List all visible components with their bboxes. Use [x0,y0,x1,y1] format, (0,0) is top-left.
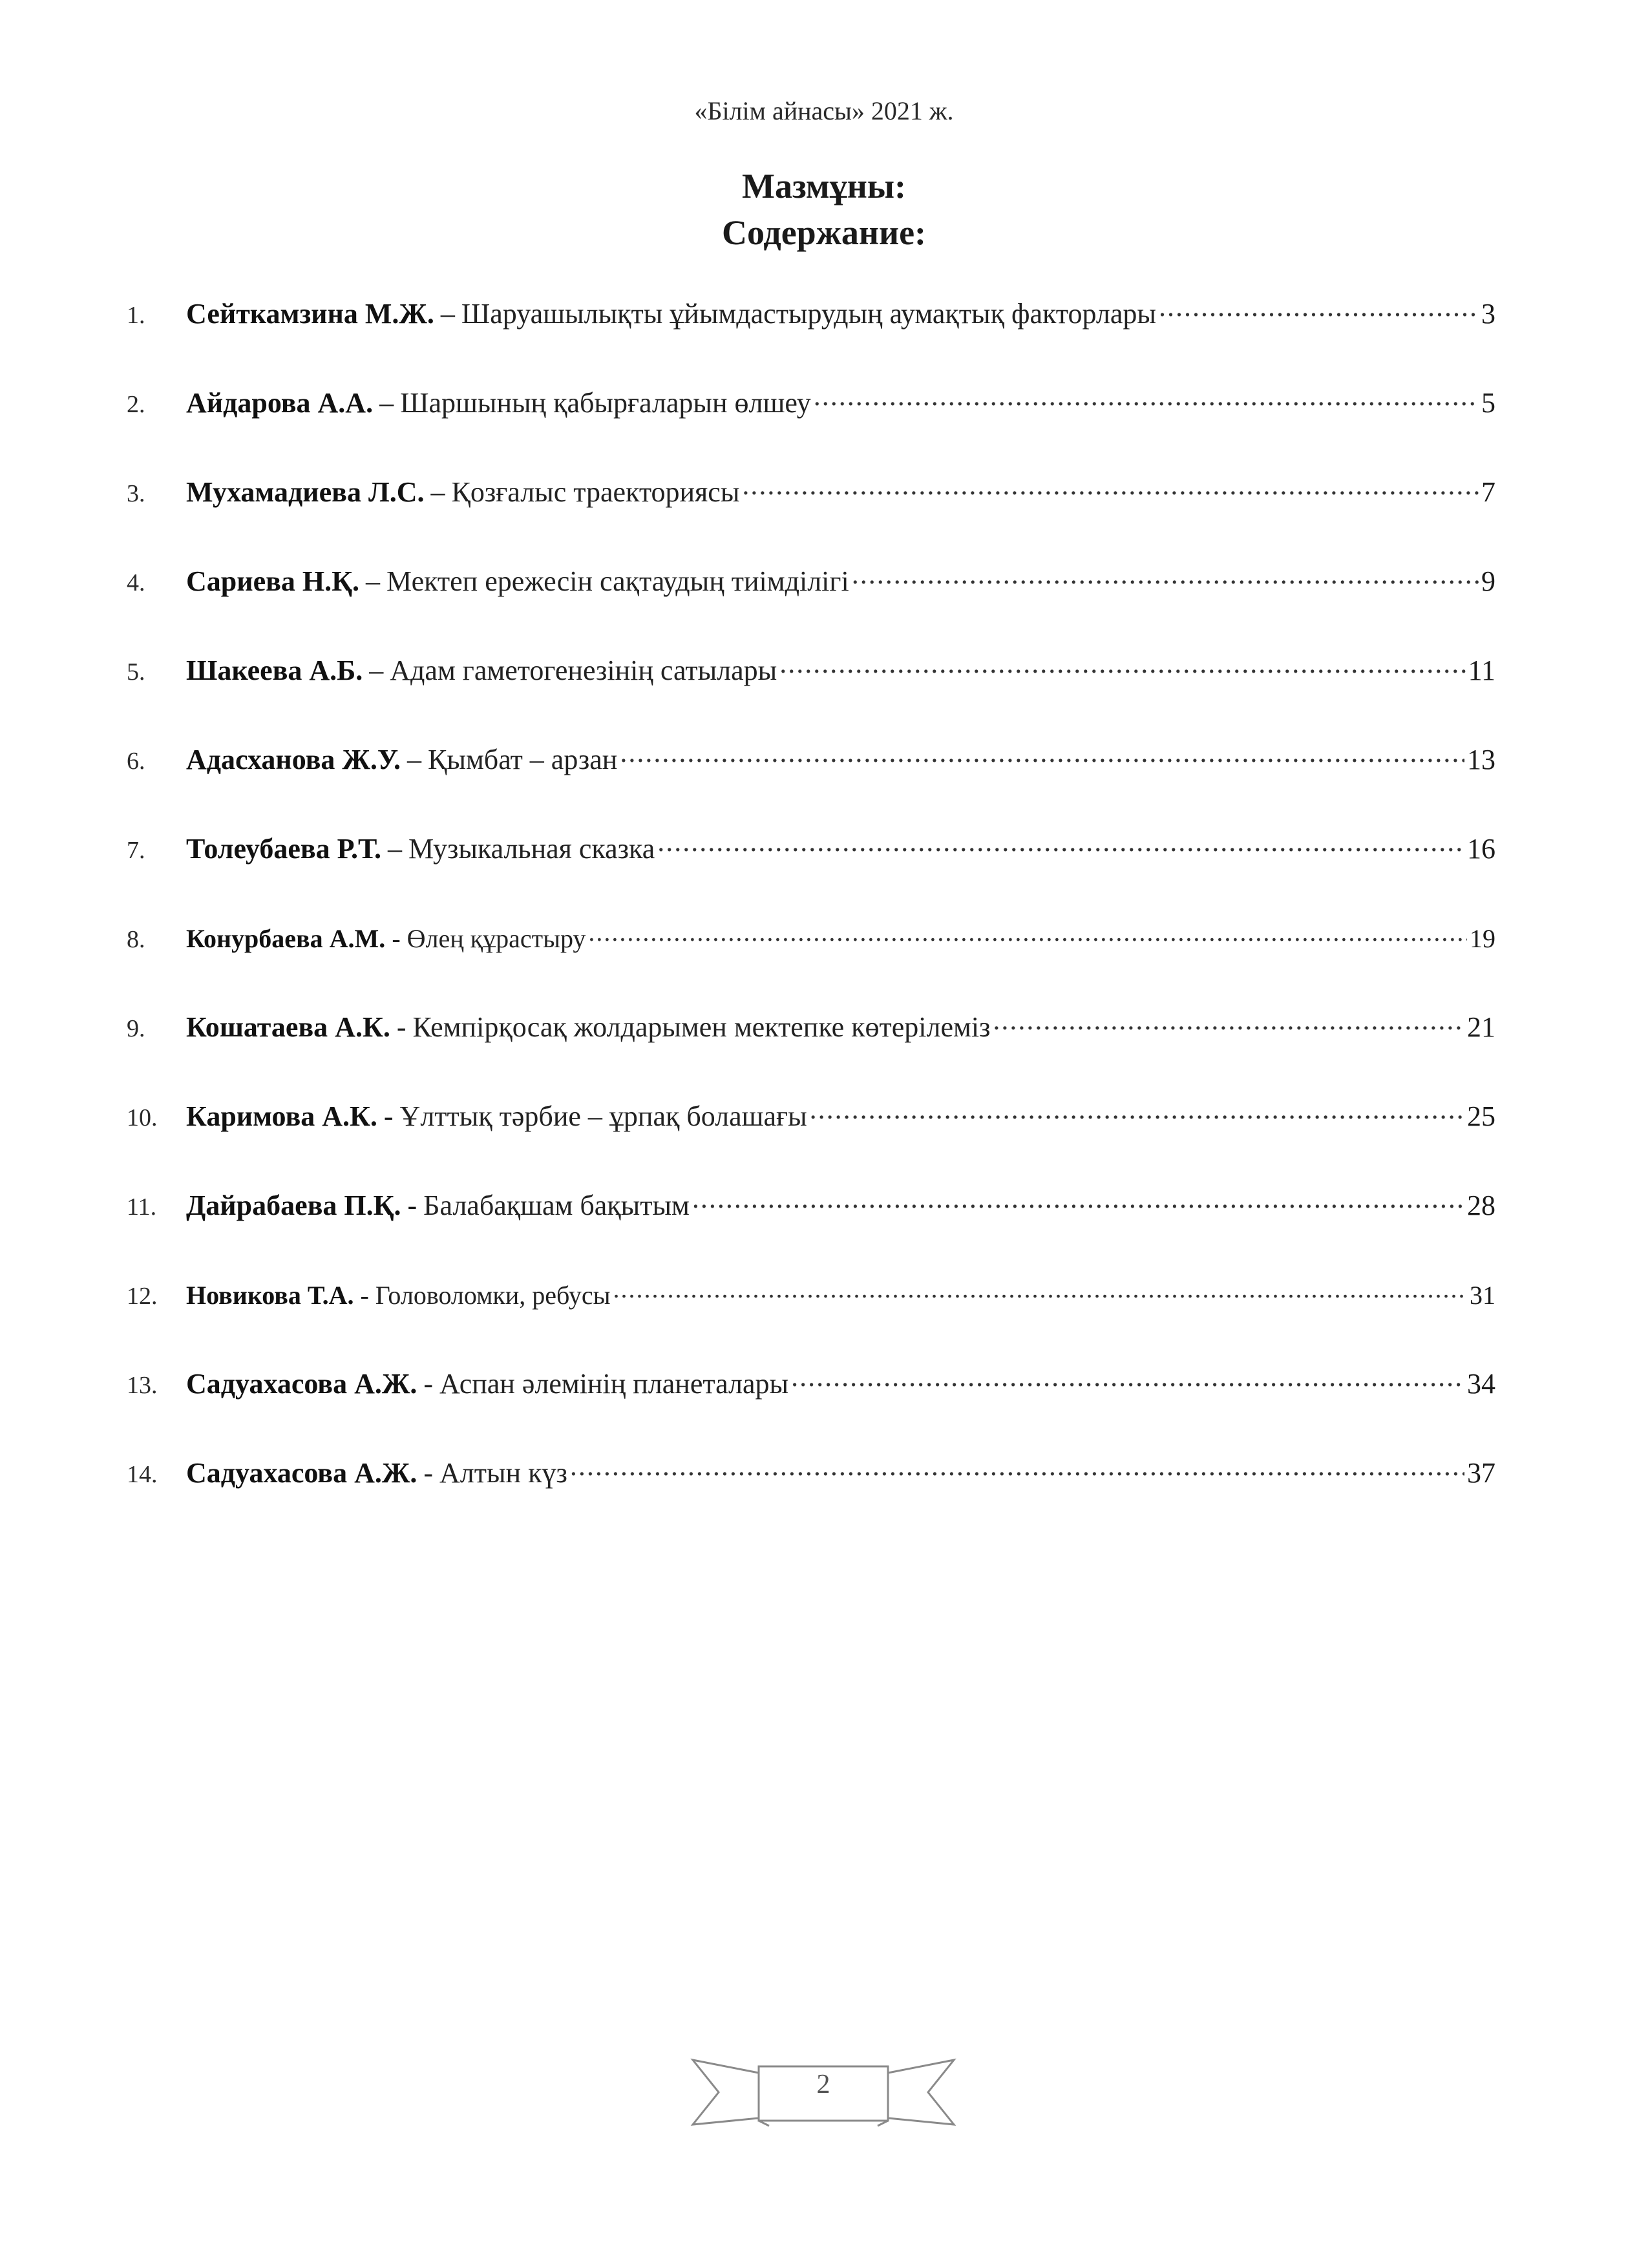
toc-entry-author: Кошатаева А.К. [186,1011,390,1043]
toc-entry-author: Новикова Т.А. [186,1281,354,1310]
toc-entry-separator: - [360,1281,369,1310]
toc-entry-separator: – [407,744,422,775]
toc-entry[interactable] [127,292,1495,381]
toc-entry-number: 6. [127,748,145,775]
toc-entry-number: 2. [127,391,145,418]
toc-entry-number: 14. [127,1461,158,1488]
toc-entry-title: Аспан әлемінің планеталары [439,1368,789,1400]
toc-entry-page: 28 [1467,1190,1495,1221]
toc-entry-number: 5. [127,658,145,686]
toc-entry-separator: – [379,387,394,419]
toc-entry-separator: - [383,1100,394,1132]
toc-entry-title: Алтын күз [439,1457,567,1489]
toc-entry-author: Садуахасова А.Ж. [186,1457,417,1489]
toc-entry-separator: - [423,1368,434,1400]
toc-entry-number: 10. [127,1104,158,1131]
toc-entry-number: 1. [127,302,145,329]
toc-entry-title: Мектеп ережесін сақтаудың тиімділігі [386,565,849,597]
toc-entry-author: Шакеева А.Б. [186,655,363,686]
toc-entry-page: 25 [1467,1100,1495,1132]
toc-entry-number: 7. [127,837,145,864]
running-header: «Білім айнасы» 2021 ж. [694,96,954,125]
toc-entry-page: 16 [1467,833,1495,865]
toc-dot-leader [657,827,1464,858]
toc-entry-separator: – [369,655,384,686]
toc-entry-page: 3 [1481,298,1495,330]
toc-dot-leader [810,1095,1464,1126]
toc-entry[interactable] [127,381,1495,470]
toc-entry-title: Головоломки, ребусы [375,1281,611,1310]
toc-entry-separator: - [396,1011,407,1043]
toc-dot-leader [852,560,1479,591]
toc-entry[interactable] [127,738,1495,827]
toc-entry-author: Дайрабаева П.Қ. [186,1190,401,1221]
toc-entry-author: Каримова А.К. [186,1100,377,1132]
toc-dot-leader [620,738,1464,769]
toc-entry-number: 9. [127,1015,145,1042]
toc-entry[interactable] [127,1362,1495,1451]
toc-dot-leader [613,1273,1467,1304]
toc-entry-author: Конурбаева А.М. [186,924,386,953]
toc-entry-separator: - [407,1190,417,1221]
toc-entry-separator: – [387,833,402,865]
toc-entry-separator: – [430,476,445,508]
toc-entry-title: Музыкальная сказка [408,833,655,865]
toc-entry-page: 5 [1481,387,1495,419]
toc-entry-title: Кемпірқосақ жолдарымен мектепке көтерілеміз [412,1011,991,1043]
toc-entry-page: 11 [1468,655,1495,686]
toc-entry-title: Адам гаметогенезінің сатылары [390,655,777,686]
toc-entry[interactable] [127,649,1495,738]
toc-dot-leader [588,916,1467,947]
toc-entry-title: Қозғалыс траекториясы [451,476,740,508]
toc-entry[interactable] [127,916,1495,1005]
page-number-ribbon [688,2053,959,2131]
page-number: 2 [816,2070,830,2099]
toc-dot-leader [779,649,1465,680]
toc-entry[interactable] [127,827,1495,916]
toc-entry-page: 7 [1481,476,1495,508]
toc-dot-leader [692,1184,1464,1215]
toc-entry-author: Адасханова Ж.У. [186,744,401,775]
toc-entry-page: 13 [1467,744,1495,775]
toc-entry-title: Балабақшам бақытым [423,1190,690,1221]
toc-entry-page: 31 [1470,1281,1495,1310]
toc-entry[interactable] [127,1273,1495,1362]
toc-entry-author: Сейткамзина М.Ж. [186,298,434,330]
toc-entry-title: Ұлттық тәрбие – ұрпақ болашағы [399,1100,807,1132]
toc-entry-title: Шаруашылықты ұйымдастырудың аумақтық факторлары [461,298,1156,330]
toc-dot-leader [814,381,1479,412]
toc-entry-page: 19 [1470,924,1495,953]
toc-dot-leader [993,1005,1464,1036]
toc-entry-page: 37 [1467,1457,1495,1489]
contents-title [0,163,1648,256]
toc-entry-page: 21 [1467,1011,1495,1043]
toc-entry-number: 11. [127,1193,157,1221]
toc-entry-page: 34 [1467,1368,1495,1400]
toc-entry-number: 13. [127,1372,158,1399]
toc-entry-author: Садуахасова А.Ж. [186,1368,417,1400]
contents-title-kazakh: Мазмұны: [742,167,906,205]
toc-entry-number: 8. [127,926,145,953]
toc-entry[interactable] [127,470,1495,560]
toc-entry-author: Айдарова А.А. [186,387,374,419]
table-of-contents [127,292,1495,1540]
toc-entry-separator: – [440,298,455,330]
toc-entry-page: 9 [1481,565,1495,597]
toc-entry-author: Сариева Н.Қ. [186,565,360,597]
toc-entry[interactable] [127,1095,1495,1184]
toc-entry-separator: – [366,565,381,597]
toc-dot-leader [570,1451,1464,1482]
toc-entry-number: 3. [127,480,145,507]
toc-entry-separator: - [423,1457,434,1489]
toc-dot-leader [1159,292,1479,323]
toc-entry[interactable] [127,1005,1495,1095]
toc-dot-leader [742,470,1479,501]
toc-entry-author: Толеубаева Р.Т. [186,833,381,865]
toc-entry-title: Қымбат – арзан [428,744,618,775]
toc-entry-title: Өлең құрастыру [407,924,586,953]
toc-entry-number: 4. [127,569,145,596]
toc-entry[interactable] [127,1451,1495,1540]
toc-entry[interactable] [127,1184,1495,1273]
toc-entry-title: Шаршының қабырғаларын өлшеу [400,387,811,419]
contents-title-russian: Содержание: [721,213,927,252]
toc-entry[interactable] [127,560,1495,649]
toc-entry-author: Мухамадиева Л.С. [186,476,425,508]
toc-entry-number: 12. [127,1283,158,1310]
toc-entry-separator: - [392,924,401,953]
toc-dot-leader [791,1362,1464,1393]
